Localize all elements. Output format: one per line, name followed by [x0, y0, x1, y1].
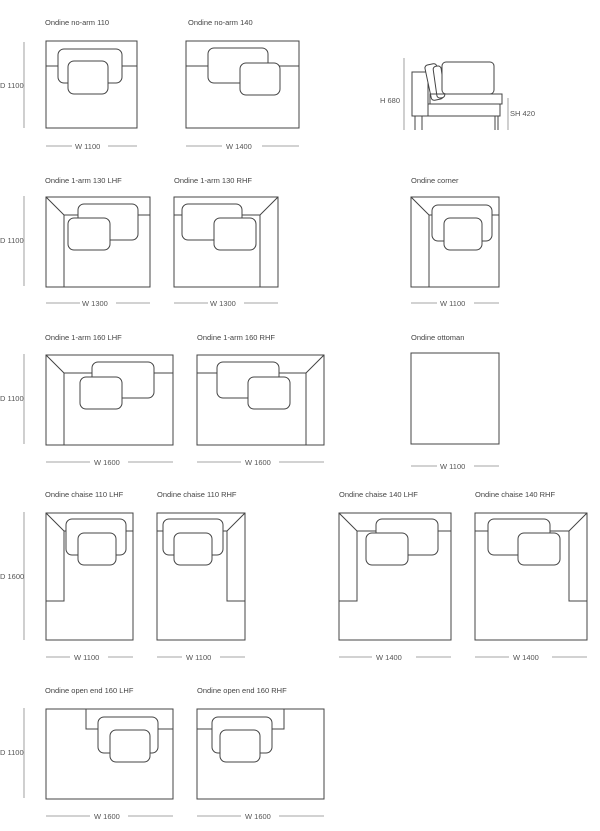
label-1arm-160-rhf: Ondine 1-arm 160 RHF: [197, 333, 275, 342]
sofa-1arm-130-lhf: [46, 197, 150, 287]
sofa-open-end-160-rhf: [197, 709, 324, 799]
label-chaise-110-lhf: Ondine chaise 110 LHF: [45, 490, 124, 499]
seat-height-label: SH 420: [510, 109, 536, 118]
width-label-1arm-160-rhf: W 1600: [245, 458, 271, 467]
label-1arm-130-rhf: Ondine 1-arm 130 RHF: [174, 176, 252, 185]
sofa-noarm-110: [46, 41, 137, 128]
depth-label-row3: D 1100: [0, 394, 24, 403]
label-ottoman: Ondine ottoman: [411, 333, 465, 342]
width-label-1arm-130-rhf: W 1300: [210, 299, 236, 308]
width-label-chaise-110-rhf: W 1100: [186, 653, 212, 662]
sofa-open-end-160-lhf: [46, 709, 173, 799]
label-chaise-110-rhf: Ondine chaise 110 RHF: [157, 490, 237, 499]
label-chaise-140-lhf: Ondine chaise 140 LHF: [339, 490, 418, 499]
label-corner: Ondine corner: [411, 176, 459, 185]
width-label-ottoman: W 1100: [440, 462, 466, 471]
width-label-noarm-140: W 1400: [226, 142, 252, 151]
width-label-chaise-110-lhf: W 1100: [74, 653, 100, 662]
sofa-1arm-160-rhf: [197, 355, 324, 445]
sofa-chaise-140-lhf: [339, 513, 451, 640]
label-noarm-110: Ondine no-arm 110: [45, 18, 110, 27]
depth-label-row1: D 1100: [0, 81, 24, 90]
sofa-side-elevation: [412, 62, 502, 130]
sofa-1arm-160-lhf: [46, 355, 173, 445]
ottoman: [411, 353, 499, 444]
depth-label-row4: D 1600: [0, 572, 25, 581]
depth-label-row5: D 1100: [0, 748, 24, 757]
sofa-corner: [411, 197, 499, 287]
width-label-chaise-140-lhf: W 1400: [376, 653, 402, 662]
label-open-end-160-lhf: Ondine open end 160 LHF: [45, 686, 134, 695]
width-label-noarm-110: W 1100: [75, 142, 101, 151]
sofa-1arm-130-rhf: [174, 197, 278, 287]
width-label-1arm-160-lhf: W 1600: [94, 458, 120, 467]
height-label: H 680: [380, 96, 401, 105]
label-noarm-140: Ondine no-arm 140: [188, 18, 253, 27]
label-1arm-160-lhf: Ondine 1-arm 160 LHF: [45, 333, 122, 342]
width-label-open-end-160-rhf: W 1600: [245, 812, 271, 821]
sofa-chaise-110-lhf: [46, 513, 133, 640]
width-label-corner: W 1100: [440, 299, 466, 308]
sofa-chaise-110-rhf: [157, 513, 245, 640]
label-chaise-140-rhf: Ondine chaise 140 RHF: [475, 490, 556, 499]
sofa-noarm-140: [186, 41, 299, 128]
label-open-end-160-rhf: Ondine open end 160 RHF: [197, 686, 287, 695]
label-1arm-130-lhf: Ondine 1-arm 130 LHF: [45, 176, 122, 185]
width-label-open-end-160-lhf: W 1600: [94, 812, 120, 821]
width-label-1arm-130-lhf: W 1300: [82, 299, 108, 308]
sofa-chaise-140-rhf: [475, 513, 587, 640]
width-label-chaise-140-rhf: W 1400: [513, 653, 539, 662]
depth-label-row2: D 1100: [0, 236, 24, 245]
